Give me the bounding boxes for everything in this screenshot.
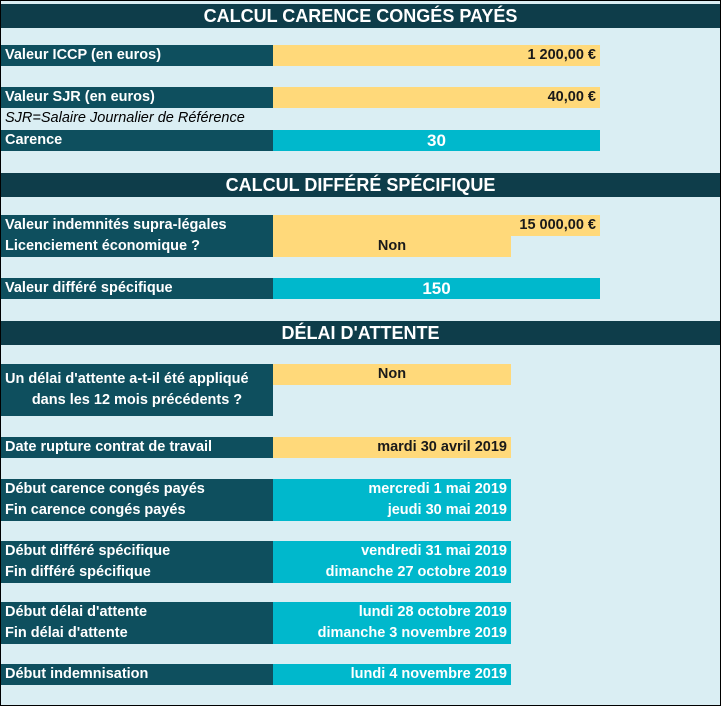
label-carence-text: Carence <box>5 132 63 148</box>
result-attente-dates <box>273 602 511 644</box>
label-iccp <box>1 45 273 66</box>
result-differe-dates <box>273 541 511 583</box>
section-header-differe: CALCUL DIFFÉRÉ SPÉCIFIQUE <box>1 173 720 197</box>
input-supra[interactable] <box>273 215 600 236</box>
label-carence <box>1 130 273 151</box>
input-rupture-value: mardi 30 avril 2019 <box>377 439 507 455</box>
result-debut-carence-value: mercredi 1 mai 2019 <box>368 481 507 497</box>
input-supra-value: 15 000,00 € <box>519 217 596 233</box>
label-fin-carence-text: Fin carence congés payés <box>5 502 186 518</box>
label-fin-attente-text: Fin délai d'attente <box>5 625 128 641</box>
input-rupture[interactable] <box>273 437 511 458</box>
section-header-delai: DÉLAI D'ATTENTE <box>1 321 720 345</box>
result-carence-value: 30 <box>427 131 446 150</box>
section-header-carence: CALCUL CARENCE CONGÉS PAYÉS <box>1 4 720 28</box>
label-attente-dates <box>1 602 273 644</box>
select-delai-value: Non <box>377 366 407 382</box>
label-rupture-text: Date rupture contrat de travail <box>5 439 213 455</box>
select-licenciement[interactable] <box>273 236 511 257</box>
input-iccp-value: 1 200,00 € <box>527 47 596 63</box>
label-licenciement-text: Licenciement économique ? <box>5 238 200 254</box>
select-licenciement-value: Non <box>377 238 407 254</box>
result-differe <box>273 278 600 299</box>
label-supra-licenciement <box>1 215 273 257</box>
label-delai-question <box>1 364 273 416</box>
label-sjr <box>1 87 273 108</box>
select-delai[interactable] <box>273 364 511 385</box>
result-fin-differe-value: dimanche 27 octobre 2019 <box>325 564 507 580</box>
label-debut-attente-text: Début délai d'attente <box>5 604 148 620</box>
label-iccp-text: Valeur ICCP (en euros) <box>5 47 162 63</box>
label-rupture <box>1 437 273 458</box>
label-differe <box>1 278 273 299</box>
result-indemnisation <box>273 664 511 685</box>
label-indemnisation-text: Début indemnisation <box>5 666 149 682</box>
input-sjr[interactable] <box>273 87 600 108</box>
result-debut-attente-value: lundi 28 octobre 2019 <box>358 604 507 620</box>
label-sjr-text: Valeur SJR (en euros) <box>5 89 155 105</box>
input-sjr-value: 40,00 € <box>547 89 596 105</box>
result-debut-differe-value: vendredi 31 mai 2019 <box>361 543 507 559</box>
label-indemnisation <box>1 664 273 685</box>
label-fin-differe-text: Fin différé spécifique <box>5 564 151 580</box>
label-debut-carence-text: Début carence congés payés <box>5 481 205 497</box>
result-carence <box>273 130 600 151</box>
label-supra-text: Valeur indemnités supra-légales <box>5 217 227 233</box>
label-debut-differe-text: Début différé spécifique <box>5 543 171 559</box>
result-differe-value: 150 <box>422 279 451 298</box>
label-differe-dates <box>1 541 273 583</box>
label-carence-dates <box>1 479 273 521</box>
label-differe-text: Valeur différé spécifique <box>5 280 173 296</box>
result-indemnisation-value: lundi 4 novembre 2019 <box>350 666 507 682</box>
sjr-note: SJR=Salaire Journalier de Référence <box>5 110 245 126</box>
result-fin-carence-value: jeudi 30 mai 2019 <box>387 502 507 518</box>
input-iccp[interactable] <box>273 45 600 66</box>
result-fin-attente-value: dimanche 3 novembre 2019 <box>317 625 507 641</box>
label-delai-question-line1: Un délai d'attente a-t-il été appliqué <box>5 371 249 387</box>
result-carence-dates <box>273 479 511 521</box>
label-delai-question-line2: dans les 12 mois précédents ? <box>31 392 243 408</box>
